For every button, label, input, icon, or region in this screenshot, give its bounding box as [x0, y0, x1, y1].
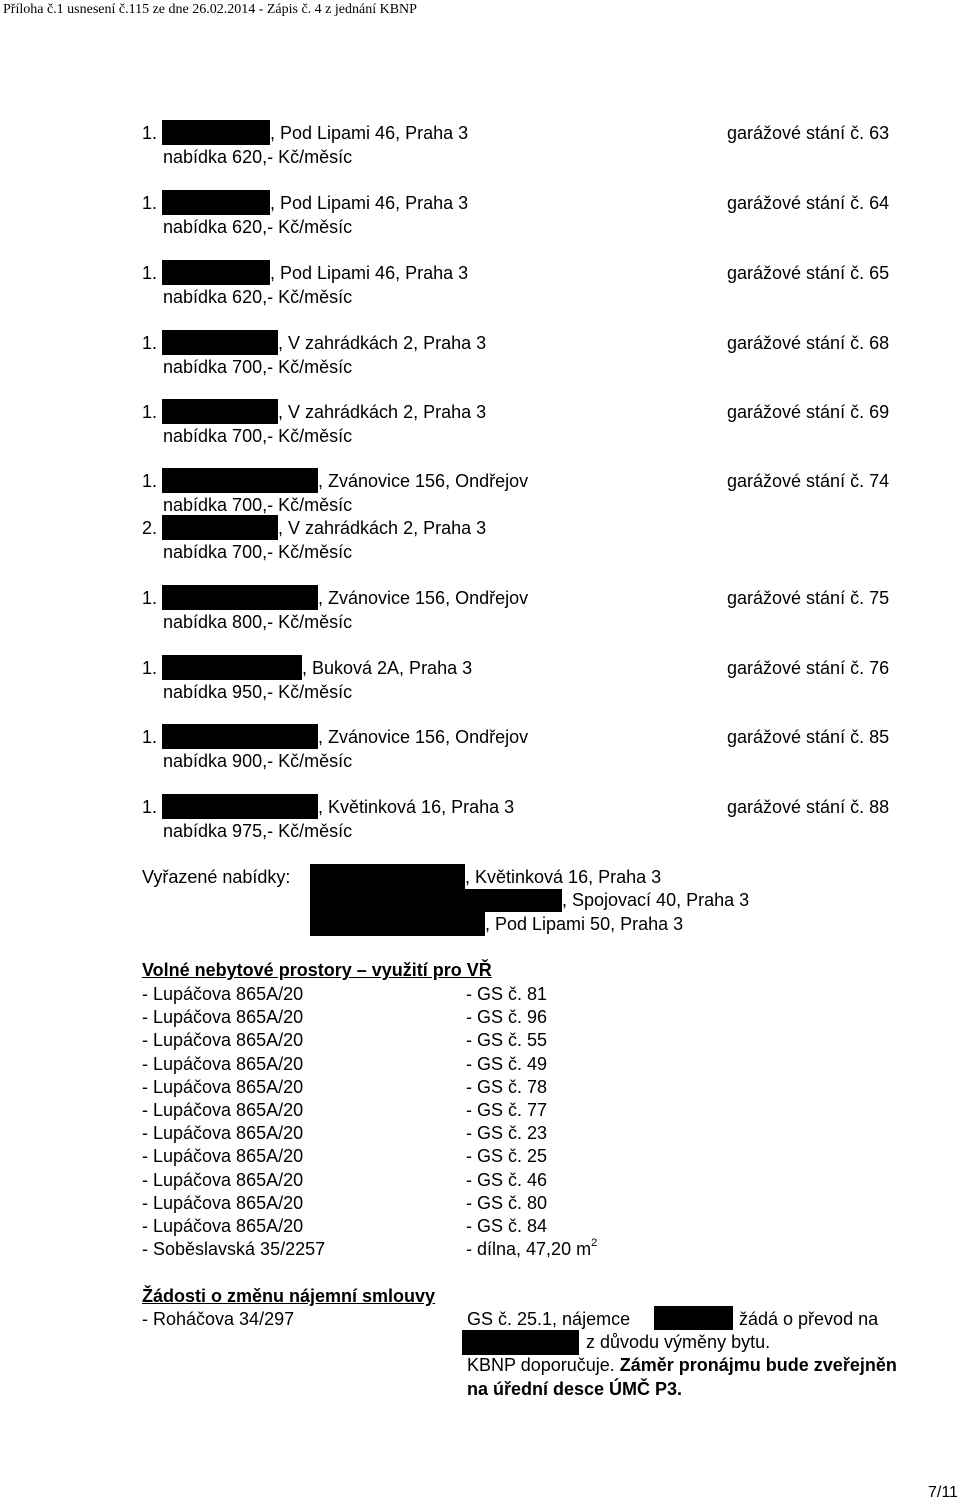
- vacant-unit: [466, 1215, 547, 1238]
- request-line: žádá o převod na: [739, 1309, 879, 1329]
- vacant-unit-text: - GS č. 77: [466, 1100, 548, 1120]
- entry-rank: 2.: [142, 518, 158, 538]
- redaction-box: [162, 399, 278, 424]
- entry-address: , V zahrádkách 2, Praha 3: [278, 333, 487, 353]
- vacant-heading: Volné nebytové prostory – využití pro VŘ: [142, 960, 492, 980]
- vacant-address: - Lupáčova 865A/20: [142, 1053, 304, 1074]
- vacant-address: - Lupáčova 865A/20: [142, 984, 304, 1004]
- entry-space: garážové stání č. 68: [727, 333, 890, 353]
- vacant-address: - Lupáčova 865A/20: [142, 1076, 304, 1097]
- request-recommendation: KBNP doporučuje.: [467, 1355, 620, 1375]
- vacant-unit-text: - GS č. 96: [466, 1007, 548, 1028]
- redaction-box: [162, 655, 302, 680]
- entry-space: garážové stání č. 63: [727, 123, 890, 143]
- redaction-box: [162, 724, 318, 749]
- entry-offer: nabídka 700,- Kč/měsíc: [163, 426, 353, 446]
- redaction-box: [654, 1306, 733, 1330]
- entry-address: , V zahrádkách 2, Praha 3: [278, 518, 487, 538]
- entry-rank: 1.: [142, 471, 158, 491]
- vacant-unit-text: - GS č. 80: [466, 1192, 548, 1213]
- entry-space: garážové stání č. 64: [727, 193, 890, 213]
- vacant-address: - Lupáčova 865A/20: [142, 1123, 304, 1144]
- vacant-address: - Lupáčova 865A/20: [142, 1192, 304, 1213]
- vacant-unit-text: - GS č. 23: [466, 1123, 548, 1144]
- vacant-unit-text: - GS č. 55: [466, 1030, 548, 1051]
- vacant-unit-text: - GS č. 25: [466, 1146, 548, 1167]
- header-text: Příloha č.1 usnesení č.115 ze dne 26.02.2014 - Zápis č. 4 z jednání KBNP: [3, 2, 417, 17]
- entry-offer: nabídka 620,- Kč/měsíc: [163, 147, 353, 167]
- vacant-unit: [466, 983, 547, 1006]
- request-address: - Roháčova 34/297: [142, 1309, 295, 1329]
- vacant-unit-text: - GS č. 46: [466, 1169, 548, 1190]
- request-line: z důvodu výměny bytu.: [586, 1332, 771, 1352]
- entry-space: garážové stání č. 85: [727, 727, 890, 747]
- entry-rank: 1.: [142, 333, 158, 353]
- redaction-box: [310, 912, 485, 936]
- redaction-box: [162, 585, 318, 610]
- vacant-address: - Lupáčova 865A/20: [142, 1030, 304, 1051]
- rejected-label: Vyřazené nabídky:: [142, 867, 291, 887]
- entry-rank: 1.: [142, 263, 158, 283]
- entry-address: , V zahrádkách 2, Praha 3: [278, 402, 487, 422]
- entry-offer: nabídka 700,- Kč/měsíc: [163, 495, 353, 515]
- vacant-unit-text: - dílna, 47,20 m: [466, 1239, 592, 1260]
- vacant-unit: [466, 1169, 547, 1192]
- redaction-box: [162, 330, 278, 355]
- entry-address: , Zvánovice 156, Ondřejov: [318, 471, 529, 491]
- redaction-box: [162, 120, 270, 145]
- entry-rank: 1.: [142, 658, 158, 678]
- vacant-address: - Lupáčova 865A/20: [142, 1169, 304, 1190]
- entry-rank: 1.: [142, 402, 158, 422]
- vacant-unit: [466, 1029, 547, 1052]
- entry-space: garážové stání č. 88: [727, 797, 890, 817]
- entry-space: garážové stání č. 65: [727, 263, 890, 283]
- entry-rank: 1.: [142, 193, 158, 213]
- vacant-address: - Lupáčova 865A/20: [142, 1100, 304, 1120]
- request-line: na úřední desce ÚMČ P3.: [467, 1379, 683, 1399]
- redaction-box: [162, 468, 318, 493]
- entry-space: garážové stání č. 74: [727, 471, 890, 491]
- entry-address: , Zvánovice 156, Ondřejov: [318, 588, 529, 608]
- vacant-unit-text: - GS č. 78: [466, 1076, 548, 1097]
- vacant-unit: [466, 1192, 547, 1215]
- entry-offer: nabídka 975,- Kč/měsíc: [163, 821, 353, 841]
- entry-space: garážové stání č. 76: [727, 658, 890, 678]
- entry-address: , Buková 2A, Praha 3: [302, 658, 473, 678]
- vacant-unit-text: - GS č. 81: [466, 984, 548, 1004]
- request-line: [467, 1354, 897, 1377]
- vacant-address: - Lupáčova 865A/20: [142, 1007, 304, 1028]
- entry-address: , Pod Lipami 46, Praha 3: [270, 263, 469, 283]
- vacant-unit: [466, 1006, 547, 1029]
- vacant-address: - Lupáčova 865A/20: [142, 1216, 304, 1236]
- request-line: GS č. 25.1, nájemce: [467, 1309, 631, 1329]
- redaction-box: [162, 260, 270, 285]
- entry-address: , Pod Lipami 46, Praha 3: [270, 193, 469, 213]
- entry-offer: nabídka 800,- Kč/měsíc: [163, 612, 353, 632]
- vacant-unit-text: - GS č. 49: [466, 1053, 548, 1074]
- rejected-line: , Květinková 16, Praha 3: [465, 867, 662, 887]
- redaction-box: [462, 1330, 579, 1355]
- redaction-box: [162, 794, 318, 819]
- entry-offer: nabídka 950,- Kč/měsíc: [163, 682, 353, 702]
- entry-rank: 1.: [142, 797, 158, 817]
- redaction-box: [310, 889, 562, 912]
- vacant-unit-sup: 2: [591, 1237, 598, 1250]
- entry-offer: nabídka 900,- Kč/měsíc: [163, 751, 353, 771]
- vacant-address: - Lupáčova 865A/20: [142, 1146, 304, 1167]
- vacant-unit-text: - GS č. 84: [466, 1216, 548, 1236]
- rejected-line: , Pod Lipami 50, Praha 3: [485, 914, 684, 934]
- entry-address: , Květinková 16, Praha 3: [318, 797, 515, 817]
- entry-offer: nabídka 700,- Kč/měsíc: [163, 357, 353, 377]
- vacant-unit: [466, 1053, 547, 1076]
- entry-rank: 1.: [142, 588, 158, 608]
- requests-heading: Žádosti o změnu nájemní smlouvy: [142, 1286, 436, 1306]
- entry-offer: nabídka 620,- Kč/měsíc: [163, 287, 353, 307]
- entry-offer: nabídka 620,- Kč/měsíc: [163, 217, 353, 237]
- rejected-line: , Spojovací 40, Praha 3: [562, 890, 750, 910]
- vacant-unit: [466, 1238, 597, 1261]
- redaction-box: [162, 515, 278, 540]
- redaction-box: [162, 190, 270, 215]
- vacant-unit: [466, 1122, 547, 1145]
- entry-address: , Zvánovice 156, Ondřejov: [318, 727, 529, 747]
- vacant-unit: [466, 1099, 547, 1122]
- vacant-unit: [466, 1145, 547, 1168]
- entry-space: garážové stání č. 75: [727, 588, 890, 608]
- entry-rank: 1.: [142, 123, 158, 143]
- entry-space: garážové stání č. 69: [727, 402, 890, 422]
- page-number: 7/11: [928, 1484, 958, 1501]
- vacant-unit: [466, 1076, 547, 1099]
- entry-address: , Pod Lipami 46, Praha 3: [270, 123, 469, 143]
- entry-rank: 1.: [142, 727, 158, 747]
- entry-offer: nabídka 700,- Kč/měsíc: [163, 542, 353, 562]
- request-decision: Záměr pronájmu bude zveřejněn: [619, 1355, 897, 1375]
- vacant-address: - Soběslavská 35/2257: [142, 1239, 326, 1260]
- redaction-box: [310, 864, 465, 889]
